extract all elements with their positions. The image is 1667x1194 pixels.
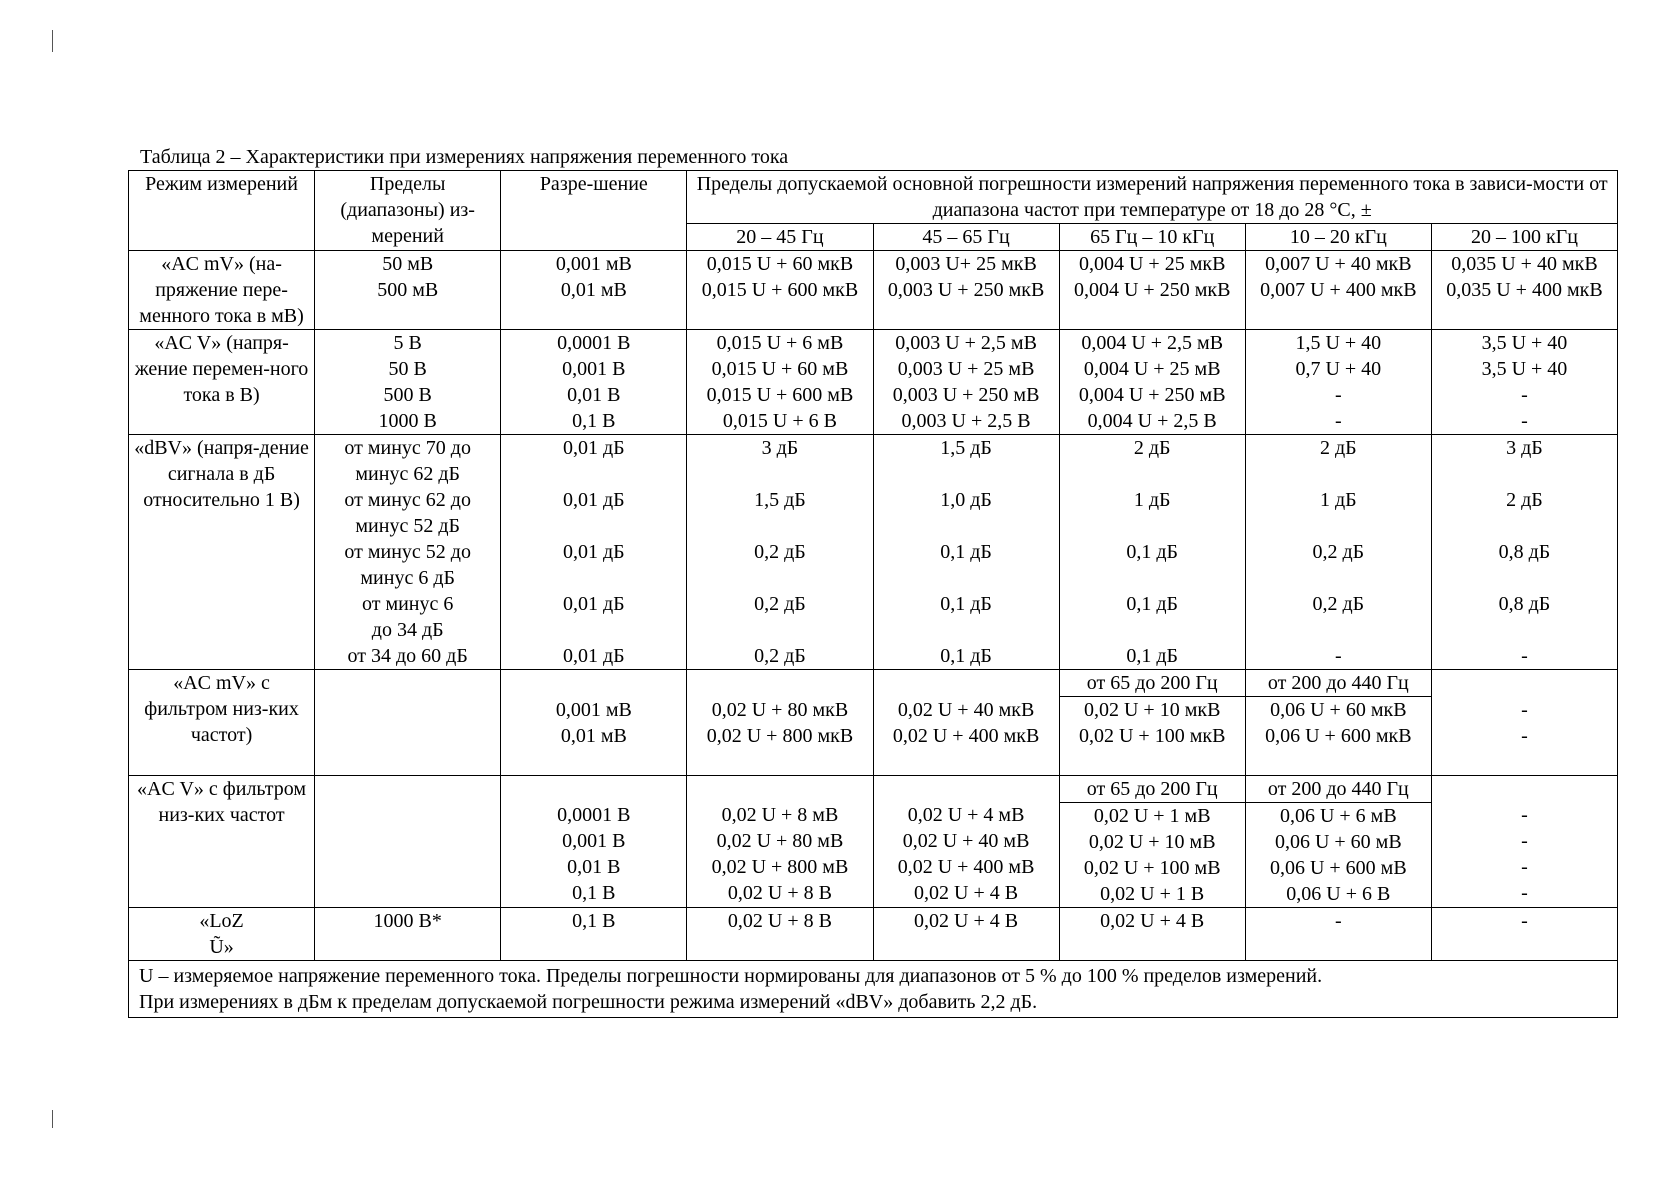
f2-cell-value — [876, 461, 1057, 487]
ranges-cell-value: 500 мВ — [377, 279, 439, 301]
f2-cell — [873, 330, 1059, 435]
ranges-cell-value: минус 62 дБ — [355, 463, 460, 485]
f5-cell-value: 0,8 дБ — [1498, 593, 1551, 615]
f4-cell-value — [1248, 617, 1429, 643]
f1-cell — [687, 251, 873, 330]
ranges-cell — [315, 775, 501, 907]
notes-row — [129, 960, 1618, 1017]
ranges-cell-value: 5 В — [393, 332, 422, 354]
f1-cell-value — [689, 565, 870, 591]
f3-cell-value: 0,02 U + 10 мВ — [1088, 830, 1216, 853]
f5-cell-value: - — [1521, 804, 1528, 826]
f1-cell-value: 0,02 U + 800 мВ — [711, 856, 849, 878]
resolution-cell-value: 0,01 дБ — [562, 489, 625, 511]
f3-cell — [1059, 802, 1245, 907]
resolution-cell — [501, 330, 687, 435]
f4-cell-value: 0,06 U + 600 мВ — [1269, 856, 1407, 879]
f5-cell-value: - — [1521, 698, 1528, 721]
f4-cell-value: - — [1334, 384, 1342, 406]
ranges-cell-value: 1000 В — [378, 410, 437, 432]
loz-mode-line-1: «LoZ — [199, 909, 244, 932]
f3-cell — [1059, 697, 1245, 750]
res-cell — [501, 802, 687, 907]
resolution-cell-value — [503, 565, 684, 591]
spacer-cell — [687, 749, 873, 775]
main-rows — [129, 251, 1618, 670]
f3-cell-value: 0,004 U + 250 мкВ — [1073, 279, 1231, 301]
resolution-cell-value: 0,01 дБ — [562, 541, 625, 563]
f4-cell-value: 0,007 U + 400 мкВ — [1260, 279, 1417, 301]
f2-cell — [873, 670, 1059, 697]
f4-cell-value: 0,06 U + 60 мВ — [1274, 830, 1402, 853]
header-freq-1: 20 – 45 Гц — [687, 224, 873, 251]
f5-cell-value: 3 дБ — [1506, 437, 1543, 459]
loz-f1: 0,02 U + 8 В — [687, 907, 873, 960]
f1-cell-value: 0,02 U + 80 мкВ — [711, 698, 849, 721]
f5-cell — [1431, 330, 1617, 435]
table-row — [129, 435, 1618, 670]
f3-cell-value: 0,1 дБ — [1126, 593, 1179, 615]
loz-range: 1000 В* — [315, 907, 501, 960]
f4-cell-value: 0,06 U + 6 В — [1286, 882, 1391, 905]
f2-cell-value: 0,02 U + 400 мВ — [897, 856, 1035, 878]
f1-cell-value: 0,2 дБ — [754, 541, 806, 563]
spacer-cell — [501, 749, 687, 775]
mode-cell: «AC V» с фильтром низ-ких частот — [129, 775, 315, 907]
ranges-cell-value: минус 52 дБ — [355, 515, 460, 537]
resolution-cell-value: 0,01 мВ — [560, 279, 627, 301]
f1-cell-value: 3 дБ — [761, 437, 799, 459]
resolution-cell-value: 0,01 дБ — [562, 593, 625, 615]
notes-cell — [129, 960, 1618, 1017]
ranges-cell-value: от 34 до 60 дБ — [347, 645, 468, 667]
res-cell-value: 0,001 мВ — [555, 698, 632, 721]
f5-cell-value: - — [1521, 724, 1528, 747]
resolution-cell-value — [503, 513, 684, 539]
ranges-cell-value: от минус 70 до — [344, 437, 471, 459]
f3-cell-value: 0,004 U + 25 мВ — [1083, 358, 1221, 380]
f3-cell-value — [1062, 617, 1243, 643]
header-mode: Режим измерений — [129, 171, 315, 251]
f2-cell-value: 0,003 U + 250 мВ — [892, 384, 1040, 406]
f4-cell-value: - — [1334, 410, 1342, 432]
f5-cell — [1431, 802, 1617, 907]
table-row — [129, 330, 1618, 435]
f2-cell — [873, 251, 1059, 330]
f3-cell-value: 0,02 U + 100 мВ — [1083, 856, 1221, 879]
scan-mark — [52, 1110, 53, 1128]
f4-cell-value: 0,2 дБ — [1312, 541, 1365, 563]
f5-cell-value: 3,5 U + 40 — [1481, 332, 1568, 354]
resolution-cell-value: 0,1 В — [572, 410, 616, 432]
f1-cell-value: 1,5 дБ — [754, 489, 806, 511]
f5-cell — [1431, 251, 1617, 330]
f4-cell-value: 0,06 U + 6 мВ — [1279, 804, 1397, 827]
f3-cell-value: 0,004 U + 2,5 мВ — [1081, 332, 1224, 354]
f5-cell — [1431, 670, 1617, 697]
f5-cell-value: - — [1521, 384, 1528, 406]
spacer-cell — [1245, 749, 1431, 775]
ranges-cell-value: 50 мВ — [382, 253, 434, 275]
f1-cell — [687, 670, 873, 697]
f2-cell — [873, 697, 1059, 750]
f3-cell-value: 0,004 U + 250 мВ — [1078, 384, 1226, 406]
resolution-cell-value: 0,01 дБ — [562, 437, 625, 459]
scan-mark — [52, 30, 53, 52]
f1-cell-value: 0,015 U + 60 мВ — [711, 358, 849, 380]
f5-cell-value — [1434, 617, 1615, 643]
f1-cell-value — [689, 513, 870, 539]
f4-cell-value: - — [1334, 645, 1342, 667]
f1-cell — [687, 802, 873, 907]
ranges-cell-value: до 34 дБ — [371, 619, 444, 641]
lpf-mv-subheader-3: от 65 до 200 Гц — [1059, 670, 1245, 697]
f5-cell-value — [1434, 461, 1615, 487]
f2-cell-value — [876, 565, 1057, 591]
header-row — [129, 171, 1618, 224]
f5-cell-value — [1434, 513, 1615, 539]
f3-cell-value: 0,004 U + 25 мкВ — [1078, 253, 1226, 275]
resolution-cell — [501, 775, 687, 802]
f3-cell-value — [1062, 565, 1243, 591]
res-cell-value: 0,1 В — [572, 882, 616, 904]
resolution-cell-value: 0,001 В — [562, 358, 626, 380]
loz-f5: - — [1431, 907, 1617, 960]
f3-cell — [1059, 435, 1245, 670]
f3-cell-value — [1062, 461, 1243, 487]
f1-cell-value: 0,02 U + 8 мВ — [721, 804, 839, 826]
f2-cell — [873, 802, 1059, 907]
f3-cell-value — [1062, 513, 1243, 539]
header-resolution: Разре-шение — [501, 171, 687, 251]
f3-cell-value: 0,02 U + 10 мкВ — [1083, 699, 1221, 721]
f2-cell-value: 0,1 дБ — [940, 645, 992, 667]
f5-cell — [1431, 775, 1617, 802]
f5-cell-value: 0,8 дБ — [1498, 541, 1551, 563]
ranges-cell — [315, 670, 501, 776]
ac-voltage-spec-table — [128, 170, 1618, 1018]
res-cell-value: 0,01 В — [567, 856, 621, 878]
f2-cell-value: 0,003 U+ 25 мкВ — [895, 253, 1037, 275]
f3-cell — [1059, 330, 1245, 435]
f4-cell-value: 0,7 U + 40 — [1295, 358, 1382, 380]
header-freq-3: 65 Гц – 10 кГц — [1059, 224, 1245, 251]
f2-cell-value: 0,02 U + 40 мкВ — [897, 698, 1035, 721]
mode-cell: «AC mV» с фильтром низ-ких частот) — [129, 670, 315, 776]
f3-cell-value: 0,02 U + 1 В — [1100, 882, 1205, 905]
header-freq-2: 45 – 65 Гц — [873, 224, 1059, 251]
f2-cell-value: 0,003 U + 2,5 В — [901, 410, 1031, 432]
f3-cell-value: 0,1 дБ — [1126, 541, 1179, 563]
resolution-cell-value: 0,01 дБ — [562, 645, 625, 667]
table-row — [129, 251, 1618, 330]
f2-cell-value: 0,02 U + 40 мВ — [902, 830, 1030, 852]
f5-cell-value: - — [1521, 856, 1528, 878]
f2-cell-value: 1,5 дБ — [940, 437, 992, 459]
f2-cell-value: 0,02 U + 4 В — [914, 882, 1019, 904]
resolution-cell — [501, 435, 687, 670]
f4-cell — [1245, 697, 1431, 750]
ranges-cell-value: от минус 62 до — [344, 489, 471, 511]
f4-cell — [1245, 330, 1431, 435]
res-cell — [501, 697, 687, 750]
f2-cell-value — [876, 513, 1057, 539]
f4-cell-value — [1248, 513, 1429, 539]
mode-cell — [129, 907, 315, 960]
loz-row — [129, 907, 1618, 960]
resolution-cell-value — [503, 461, 684, 487]
f4-cell — [1245, 435, 1431, 670]
header-errors: Пределы допускаемой основной погрешности измерений напряжения переменного тока в зависи-мости от диапазона частот при температуре от 18 до 28 °С, ± — [687, 171, 1618, 224]
f1-cell — [687, 697, 873, 750]
table-caption: Таблица 2 – Характеристики при измерениях напряжения переменного тока — [140, 146, 789, 168]
lpf-mv-subheader-4: от 200 до 440 Гц — [1245, 670, 1431, 697]
loz-f3: 0,02 U + 4 В — [1059, 907, 1245, 960]
res-cell-value: 0,0001 В — [557, 804, 631, 826]
f3-cell-value: 0,004 U + 2,5 В — [1087, 410, 1217, 432]
f1-cell-value: 0,02 U + 8 В — [727, 882, 832, 904]
lpf-v-row — [129, 775, 1618, 802]
f4-cell-value: 1 дБ — [1319, 489, 1357, 511]
f3-cell-value: 0,02 U + 100 мкВ — [1078, 725, 1226, 747]
loz-f2: 0,02 U + 4 В — [873, 907, 1059, 960]
spacer-cell — [1059, 749, 1245, 775]
resolution-cell — [501, 670, 687, 697]
ranges-cell — [315, 251, 501, 330]
f1-cell-value — [689, 617, 870, 643]
f5-cell — [1431, 435, 1617, 670]
f4-cell-value: 0,2 дБ — [1312, 593, 1365, 615]
resolution-cell-value: 0,001 мВ — [555, 253, 632, 275]
f1-cell-value: 0,02 U + 80 мВ — [716, 830, 844, 852]
f5-cell-value: 2 дБ — [1506, 489, 1543, 511]
mode-cell: «AC mV» (на-пряжение пере-менного тока в мВ) — [129, 251, 315, 330]
f5-cell-value: - — [1521, 882, 1528, 904]
ranges-cell-value: от минус 52 до — [344, 541, 471, 563]
f2-cell-value: 0,003 U + 25 мВ — [897, 358, 1035, 380]
f2-cell — [873, 435, 1059, 670]
f5-cell-value: - — [1521, 410, 1528, 432]
f2-cell-value: 1,0 дБ — [940, 489, 992, 511]
f3-cell — [1059, 251, 1245, 330]
loz-mode-line-2: Ũ» — [209, 935, 234, 958]
f1-cell-value: 0,015 U + 600 мВ — [706, 384, 854, 406]
header-ranges: Пределы (диапазоны) из-мерений — [315, 171, 501, 251]
f3-cell-value: 2 дБ — [1133, 437, 1171, 459]
f2-cell-value: 0,1 дБ — [940, 541, 992, 563]
f4-cell-value: 0,06 U + 60 мкВ — [1270, 699, 1407, 721]
f4-cell-value: 0,007 U + 40 мкВ — [1265, 253, 1412, 275]
res-cell-value: 0,01 мВ — [560, 724, 627, 747]
f5-cell-value: 3,5 U + 40 — [1481, 358, 1568, 380]
f1-cell-value: 0,02 U + 800 мкВ — [706, 724, 854, 747]
mode-cell: «AC V» (напря-жение перемен-ного тока в В) — [129, 330, 315, 435]
header-freq-5: 20 – 100 кГц — [1431, 224, 1617, 251]
f5-cell — [1431, 697, 1617, 750]
ranges-cell-value: 50 В — [388, 358, 427, 380]
f3-cell-value: 0,02 U + 1 мВ — [1093, 804, 1211, 827]
mode-cell: «dBV» (напря-дение сигнала в дБ относительно 1 В) — [129, 435, 315, 670]
f2-cell-value: 0,02 U + 400 мкВ — [892, 724, 1040, 747]
f2-cell-value: 0,003 U + 2,5 мВ — [895, 332, 1037, 354]
note-line: U – измеряемое напряжение переменного тока. Пределы погрешности нормированы для диапазонов от 5 % до 100 % пределов измерений. — [139, 964, 1323, 987]
f1-cell — [687, 775, 873, 802]
lpf-v-subheader-3: от 65 до 200 Гц — [1059, 775, 1245, 802]
f2-cell — [873, 775, 1059, 802]
f2-cell-value: 0,02 U + 4 мВ — [907, 804, 1025, 826]
resolution-cell-value — [503, 617, 684, 643]
f5-cell-value — [1434, 565, 1615, 591]
f3-cell-value: 0,1 дБ — [1126, 645, 1179, 667]
resolution-cell-value: 0,01 В — [567, 384, 621, 406]
f4-cell-value — [1248, 565, 1429, 591]
ranges-cell-value: 500 В — [383, 384, 432, 406]
f1-cell-value: 0,2 дБ — [754, 593, 806, 615]
f1-cell — [687, 435, 873, 670]
ranges-cell — [315, 330, 501, 435]
loz-resolution: 0,1 В — [501, 907, 687, 960]
ranges-cell — [315, 435, 501, 670]
res-cell-value: 0,001 В — [562, 830, 626, 852]
f1-cell — [687, 330, 873, 435]
f1-cell-value — [689, 461, 870, 487]
resolution-cell-value: 0,0001 В — [557, 332, 631, 354]
f4-cell-value: 0,06 U + 600 мкВ — [1265, 725, 1412, 747]
header-freq-4: 10 – 20 кГц — [1245, 224, 1431, 251]
f2-cell-value: 0,1 дБ — [940, 593, 992, 615]
f3-cell-value: 1 дБ — [1133, 489, 1171, 511]
f4-cell-value: 2 дБ — [1319, 437, 1357, 459]
f1-cell-value: 0,2 дБ — [754, 645, 806, 667]
f5-cell-value: 0,035 U + 400 мкВ — [1446, 279, 1603, 301]
f2-cell-value — [876, 617, 1057, 643]
f1-cell-value: 0,015 U + 6 В — [722, 410, 837, 432]
f2-cell-value: 0,003 U + 250 мкВ — [887, 279, 1045, 301]
resolution-cell — [501, 251, 687, 330]
f1-cell-value: 0,015 U + 6 мВ — [716, 332, 844, 354]
f4-cell-value: 1,5 U + 40 — [1295, 332, 1382, 354]
f5-cell-value: 0,035 U + 40 мкВ — [1451, 253, 1598, 275]
note-line: При измерениях в дБм к пределам допускаемой погрешности режима измерений «dBV» добавить 2,2 дБ. — [139, 990, 1038, 1013]
f1-cell-value: 0,015 U + 60 мкВ — [706, 253, 854, 275]
lpf-mv-row — [129, 670, 1618, 697]
f4-cell — [1245, 802, 1431, 907]
f4-cell — [1245, 251, 1431, 330]
ranges-cell-value: от минус 6 — [361, 593, 454, 615]
loz-f4: - — [1245, 907, 1431, 960]
spacer-cell — [873, 749, 1059, 775]
ranges-cell-value: минус 6 дБ — [360, 567, 455, 589]
spacer-cell — [1431, 749, 1617, 775]
f1-cell-value: 0,015 U + 600 мкВ — [701, 279, 859, 301]
f4-cell-value — [1248, 461, 1429, 487]
lpf-v-subheader-4: от 200 до 440 Гц — [1245, 775, 1431, 802]
f5-cell-value: - — [1521, 830, 1528, 852]
f5-cell-value: - — [1521, 645, 1528, 667]
